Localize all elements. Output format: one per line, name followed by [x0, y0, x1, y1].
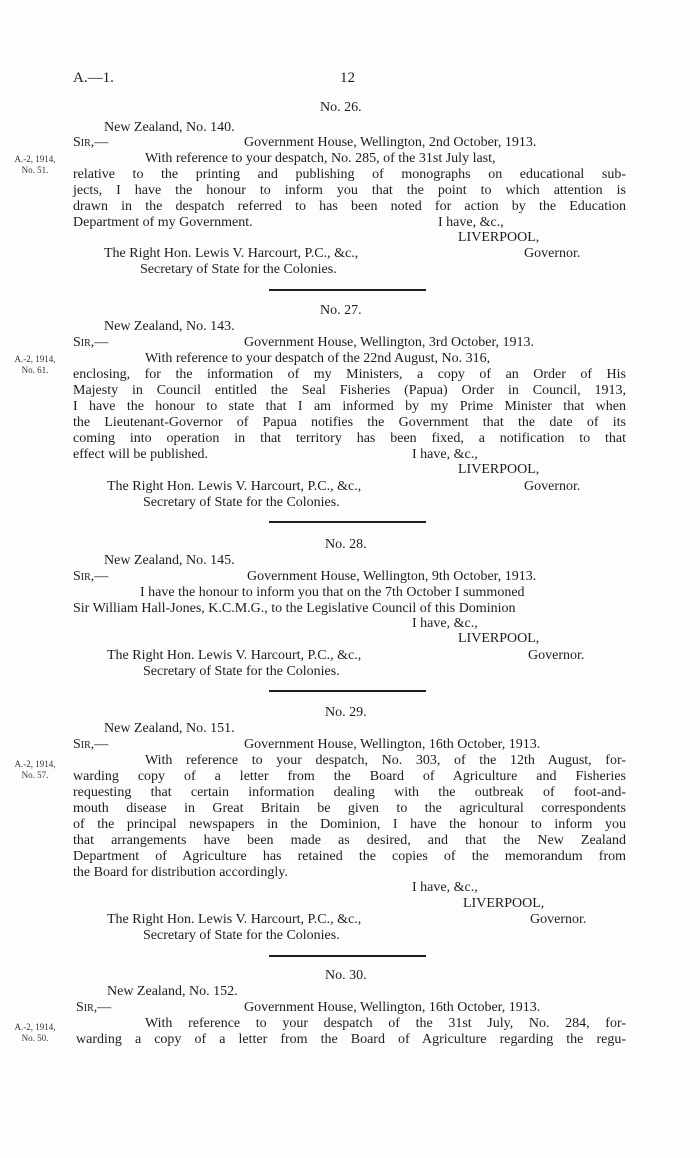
body-line: Sir William Hall-Jones, K.C.M.G., to the Legislative Council of this Dominion [73, 601, 516, 616]
section-divider [269, 289, 426, 291]
letter-number: No. 30. [325, 968, 367, 983]
signatory-title: Governor. [524, 246, 581, 261]
signature: LIVERPOOL, [458, 462, 540, 477]
signature: LIVERPOOL, [458, 230, 540, 245]
letter-reference: New Zealand, No. 143. [104, 319, 235, 334]
body-line: drawn in the despatch referred to has been noted for action by the Education [73, 199, 626, 214]
sender-address: Government House, Wellington, 16th October, 1913. [244, 1000, 541, 1015]
body-line: coming into operation in that territory has been fixed, a notification to that [73, 431, 626, 446]
closing: I have, &c., [412, 616, 478, 631]
signatory-title: Governor. [524, 479, 581, 494]
addressee: The Right Hon. Lewis V. Harcourt, P.C., &c., [104, 246, 359, 261]
section-divider [269, 690, 426, 692]
body-line: mouth disease in Great Britain be given to the agricultural correspondents [73, 801, 626, 816]
salutation: Sir,— [73, 335, 109, 350]
addressee-office: Secretary of State for the Colonies. [143, 928, 340, 943]
salutation: Sir,— [76, 1000, 112, 1015]
sender-address: Government House, Wellington, 3rd October, 1913. [244, 335, 535, 350]
letter-number: No. 29. [325, 705, 367, 720]
margin-reference: A.-2, 1914, No. 51. [14, 154, 56, 175]
letter-number: No. 28. [325, 537, 367, 552]
letter-number: No. 27. [320, 303, 362, 318]
body-line: of the principal newspapers in the Dominion, I have the honour to inform you [73, 817, 626, 832]
letter-reference: New Zealand, No. 151. [104, 721, 235, 736]
body-line: the Lieutenant-Governor of Papua notifies the Government that the date of its [73, 415, 626, 430]
addressee-office: Secretary of State for the Colonies. [143, 495, 340, 510]
body-line: Department of my Government. [73, 215, 253, 230]
margin-reference: A.-2, 1914, No. 50. [14, 1022, 56, 1043]
section-divider [269, 521, 426, 523]
addressee: The Right Hon. Lewis V. Harcourt, P.C., &c., [107, 648, 362, 663]
signature: LIVERPOOL, [458, 631, 540, 646]
sender-address: Government House, Wellington, 2nd October, 1913. [244, 135, 537, 150]
body-line: jects, I have the honour to inform you that the point to which attention is [73, 183, 626, 198]
page-number: 12 [340, 70, 355, 86]
letter-reference: New Zealand, No. 145. [104, 553, 235, 568]
closing: I have, &c., [412, 447, 478, 462]
body-line: warding copy of a letter from the Board of Agriculture and Fisheries [73, 769, 626, 784]
addressee: The Right Hon. Lewis V. Harcourt, P.C., &c., [107, 479, 362, 494]
body-line: effect will be published. [73, 447, 209, 462]
series-code: A.—1. [73, 70, 114, 86]
body-line: I have the honour to state that I am informed by my Prime Minister that when [73, 399, 626, 414]
letter-reference: New Zealand, No. 140. [104, 120, 235, 135]
letter-reference: New Zealand, No. 152. [107, 984, 238, 999]
body-line: With reference to your despatch of the 31st July, No. 284, for- [145, 1016, 626, 1031]
margin-reference: A.-2, 1914, No. 57. [14, 759, 56, 780]
body-line: warding a copy of a letter from the Board of Agriculture regarding the regu- [76, 1032, 626, 1047]
addressee-office: Secretary of State for the Colonies. [140, 262, 337, 277]
body-line: that arrangements have been made as desired, and that the New Zealand [73, 833, 626, 848]
body-line: With reference to your despatch of the 22nd August, No. 316, [145, 351, 491, 366]
body-line: With reference to your despatch, No. 303, of the 12th August, for- [145, 753, 626, 768]
sender-address: Government House, Wellington, 16th October, 1913. [244, 737, 541, 752]
body-line: requesting that certain information dealing with the outbreak of foot-and- [73, 785, 626, 800]
signatory-title: Governor. [528, 648, 585, 663]
margin-reference: A.-2, 1914, No. 61. [14, 354, 56, 375]
signatory-title: Governor. [530, 912, 587, 927]
addressee: The Right Hon. Lewis V. Harcourt, P.C., &c., [107, 912, 362, 927]
body-line: Majesty in Council entitled the Seal Fisheries (Papua) Order in Council, 1913, [73, 383, 626, 398]
body-line: Department of Agriculture has retained the copies of the memorandum from [73, 849, 626, 864]
addressee-office: Secretary of State for the Colonies. [143, 664, 340, 679]
section-divider [269, 955, 426, 957]
signature: LIVERPOOL, [463, 896, 545, 911]
body-line: I have the honour to inform you that on the 7th October I summoned [140, 585, 525, 600]
body-line: the Board for distribution accordingly. [73, 865, 288, 880]
letter-number: No. 26. [320, 100, 362, 115]
closing: I have, &c., [412, 880, 478, 895]
salutation: Sir,— [73, 737, 109, 752]
closing: I have, &c., [438, 215, 504, 230]
salutation: Sir,— [73, 135, 109, 150]
body-line: enclosing, for the information of my Ministers, a copy of an Order of His [73, 367, 626, 382]
body-line: With reference to your despatch, No. 285, of the 31st July last, [145, 151, 496, 166]
body-line: relative to the printing and publishing of monographs on educational sub- [73, 167, 626, 182]
sender-address: Government House, Wellington, 9th October, 1913. [247, 569, 537, 584]
salutation: Sir,— [73, 569, 109, 584]
